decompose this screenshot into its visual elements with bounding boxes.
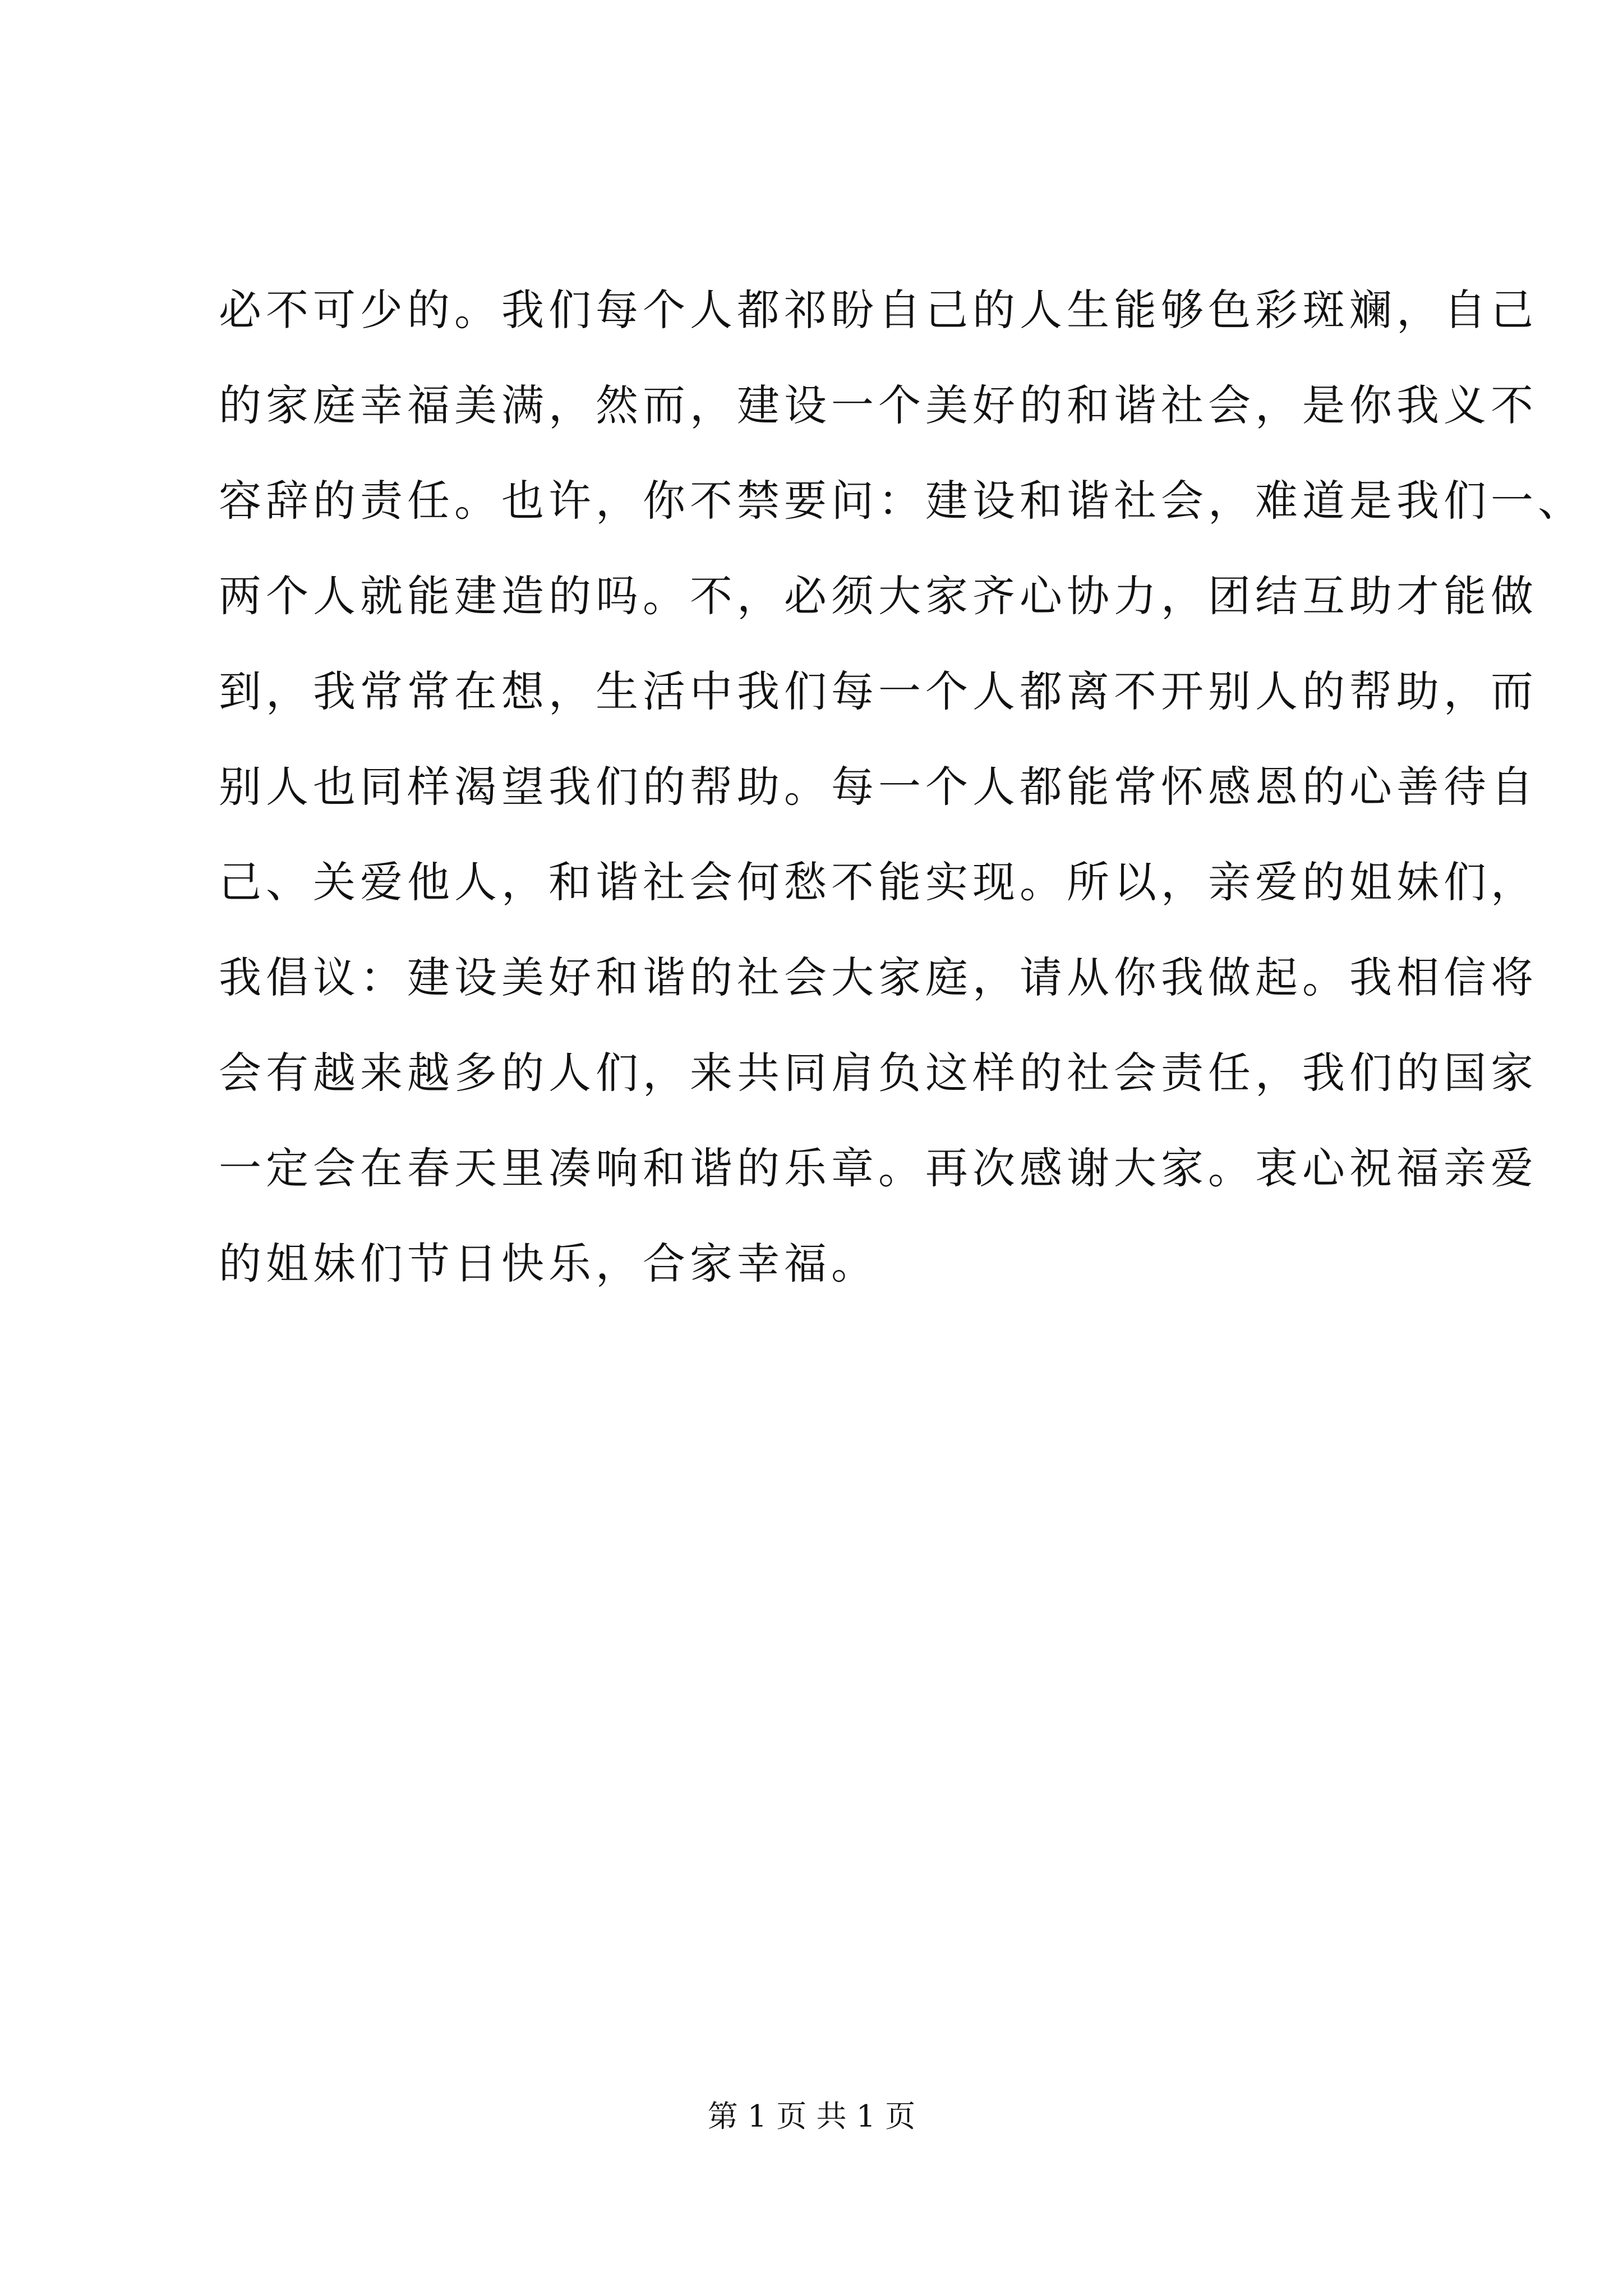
text-line-8: 我倡议：建设美好和谐的社会大家庭，请从你我做起。我相信将: [219, 953, 1538, 1002]
page-number: 第 1 页 共 1 页: [707, 2099, 916, 2134]
text-line-6: 别人也同样渴望我们的帮助。每一个人都能常怀感恩的心善待自: [219, 762, 1538, 812]
body-paragraph: [219, 263, 1585, 1312]
text-line-7: 己、关爱他人，和谐社会何愁不能实现。所以，亲爱的姐妹们，: [219, 857, 1538, 907]
text-line-1: 必不可少的。我们每个人都祁盼自己的人生能够色彩斑斓，自己: [219, 285, 1538, 335]
page-footer: [0, 2097, 1623, 2136]
text-line-2: 的家庭幸福美满，然而，建设一个美好的和谐社会，是你我义不: [219, 380, 1538, 430]
text-line-9: 会有越来越多的人们，来共同肩负这样的社会责任，我们的国家: [219, 1048, 1538, 1098]
text-line-10: 一定会在春天里凑响和谐的乐章。再次感谢大家。衷心祝福亲爱: [219, 1143, 1538, 1193]
text-line-4: 两个人就能建造的吗。不，必须大家齐心协力，团结互助才能做: [219, 571, 1538, 621]
text-line-3: 容辞的责任。也许，你不禁要问：建设和谐社会，难道是我们一、: [219, 476, 1585, 526]
text-line-11: 的姐妹们节日快乐，合家幸福。: [219, 1239, 878, 1289]
text-line-5: 到，我常常在想，生活中我们每一个人都离不开别人的帮助，而: [219, 666, 1538, 716]
